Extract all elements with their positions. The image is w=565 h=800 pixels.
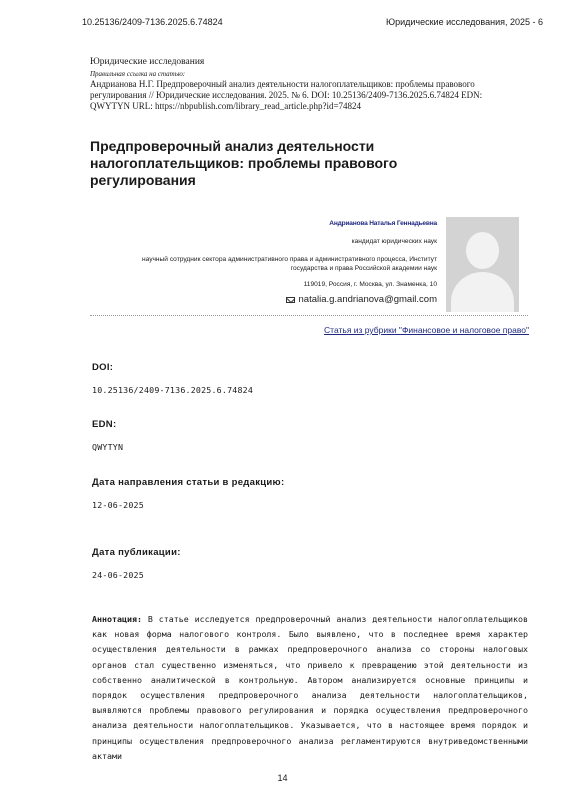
edn-value: QWYTYN xyxy=(92,442,124,452)
submitted-label: Дата направления статьи в редакцию: xyxy=(92,477,285,488)
article-title: Предпроверочный анализ деятельности налогоплательщиков: проблемы правового регулирования xyxy=(90,138,398,188)
rubric-link[interactable]: Статья из рубрики "Финансовое и налоговое право" xyxy=(324,325,529,335)
abstract xyxy=(92,612,528,764)
published-label: Дата публикации: xyxy=(92,547,181,558)
submitted-value: 12-06-2025 xyxy=(92,500,144,510)
envelope-icon xyxy=(286,297,295,303)
author-address: 119019, Россия, г. Москва, ул. Знаменка, 10 xyxy=(303,281,437,288)
author-degree: кандидат юридических наук xyxy=(351,238,437,245)
author-email-text[interactable]: natalia.g.andrianova@gmail.com xyxy=(298,294,437,305)
page-number: 14 xyxy=(277,773,288,783)
author-email[interactable] xyxy=(137,295,437,304)
user-placeholder-icon xyxy=(446,217,519,312)
abstract-text: В статье исследуется предпроверочный анализ деятельности налогоплательщиков как новая форма налогового контроля. Было выявлено, что в последнее время характер осуществления деятельности в рамках предпроверочного анализа со стороны налоговых органов стал существенно изменяться, что привело к превращению этой деятельности из собственно аналитической в контрольную. Автором анализируется основные принципы и порядок осуществления предпроверочного анализа деятельности налогоплательщиков, выявляются проблемы правового регулирования и порядка осуществления предпроверочного анализа деятельности налогоплательщиков. Указывается, что в настоящее время порядок и принципы осуществления предпроверочного анализа регламентируются внутриведомственными актами xyxy=(92,614,529,761)
divider xyxy=(90,315,528,316)
author-position: научный сотрудник сектора административного права и административного процесса, Институт государства и права Российской академии наук xyxy=(141,256,437,272)
avatar-shoulders xyxy=(451,272,514,312)
doi-label: DOI: xyxy=(92,362,114,373)
author-name: Андрианова Наталья Геннадьевна xyxy=(329,220,437,227)
avatar-head xyxy=(466,232,499,269)
author-block xyxy=(137,219,437,304)
abstract-label: Аннотация: xyxy=(92,614,142,624)
published-value: 24-06-2025 xyxy=(92,570,144,580)
edn-label: EDN: xyxy=(92,419,117,430)
journal-name: Юридические исследования xyxy=(90,57,205,67)
header-doi: 10.25136/2409-7136.2025.6.74824 xyxy=(82,17,223,27)
citation-label: Правильная ссылка на статью: xyxy=(90,70,186,78)
citation-text: Андрианова Н.Г. Предпроверочный анализ деятельности налогоплательщиков: проблемы правового регулирования // Юридические исследования. 2025. № 6. DOI: 10.25136/2409-7136.2025.6.74824 EDN: QWYTYN URL: https://nbpublish.com/library_read_article.php?id=74824 xyxy=(90,79,483,111)
header-journal-page: Юридические исследования, 2025 - 6 xyxy=(386,17,543,27)
doi-value: 10.25136/2409-7136.2025.6.74824 xyxy=(92,385,254,395)
